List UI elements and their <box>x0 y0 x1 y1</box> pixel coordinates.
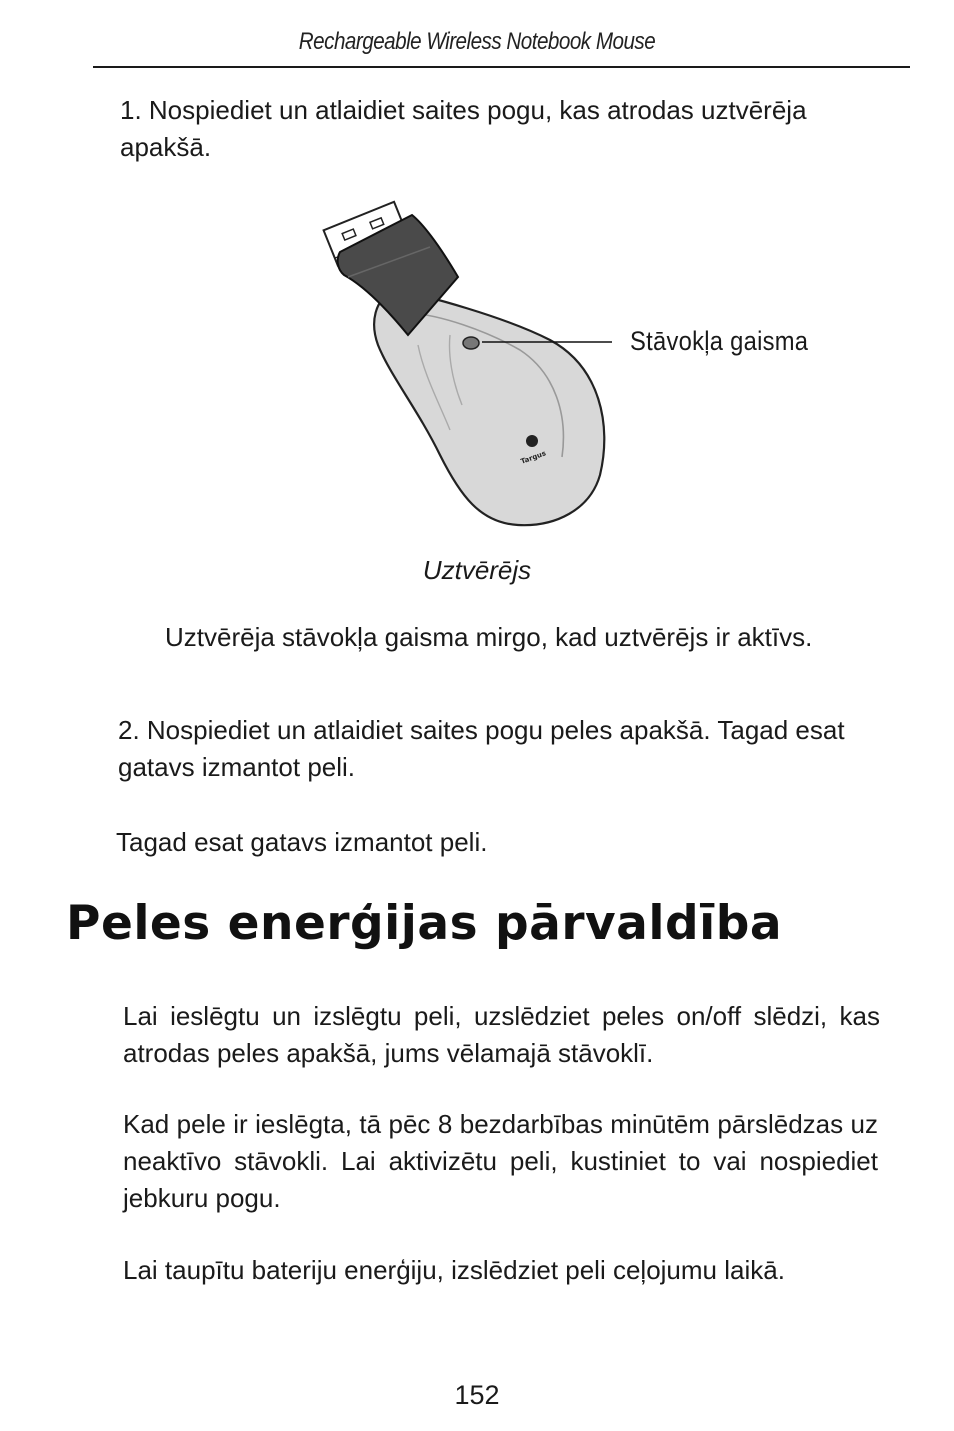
header-rule <box>93 66 910 68</box>
body-paragraph: Lai taupītu bateriju enerģiju, izslēdziet peli ceļojumu laikā. <box>123 1255 785 1285</box>
step-1-text: 1. Nospiediet un atlaidiet saites pogu, kas atrodas uztvērēja apakšā. <box>120 95 807 162</box>
running-header: Rechargeable Wireless Notebook Mouse <box>298 28 656 55</box>
page-number: 152 <box>454 1380 500 1410</box>
note-text: Uztvērēja stāvokļa gaisma mirgo, kad uztvērējs ir aktīvs. <box>165 622 813 652</box>
callout-label: Stāvokļa gaisma <box>630 326 809 356</box>
body-paragraph: Lai ieslēgtu un izslēgtu peli, uzslēdziet peles on/off slēdzi, kas atrodas peles apakšā, jums vēlamajā stāvoklī. <box>123 1001 880 1068</box>
step-2-text: 2. Nospiediet un atlaidiet saites pogu peles apakšā. Tagad esat gatavs izmantot peli. <box>118 715 845 782</box>
receiver-illustration <box>300 195 640 535</box>
figure-caption: Uztvērējs <box>422 555 532 585</box>
svg-text:Targus: Targus <box>519 449 548 466</box>
section-heading: Peles enerģijas pārvaldība <box>66 896 783 951</box>
status-light <box>463 337 479 349</box>
body-paragraph: Kad pele ir ieslēgta, tā pēc 8 bezdarbības minūtēm pārslēdzas uz neaktīvo stāvokli. Lai aktivizētu peli, kustiniet to vai nospiediet jebkuru pogu. <box>123 1109 878 1213</box>
ready-text: Tagad esat gatavs izmantot peli. <box>116 827 488 857</box>
